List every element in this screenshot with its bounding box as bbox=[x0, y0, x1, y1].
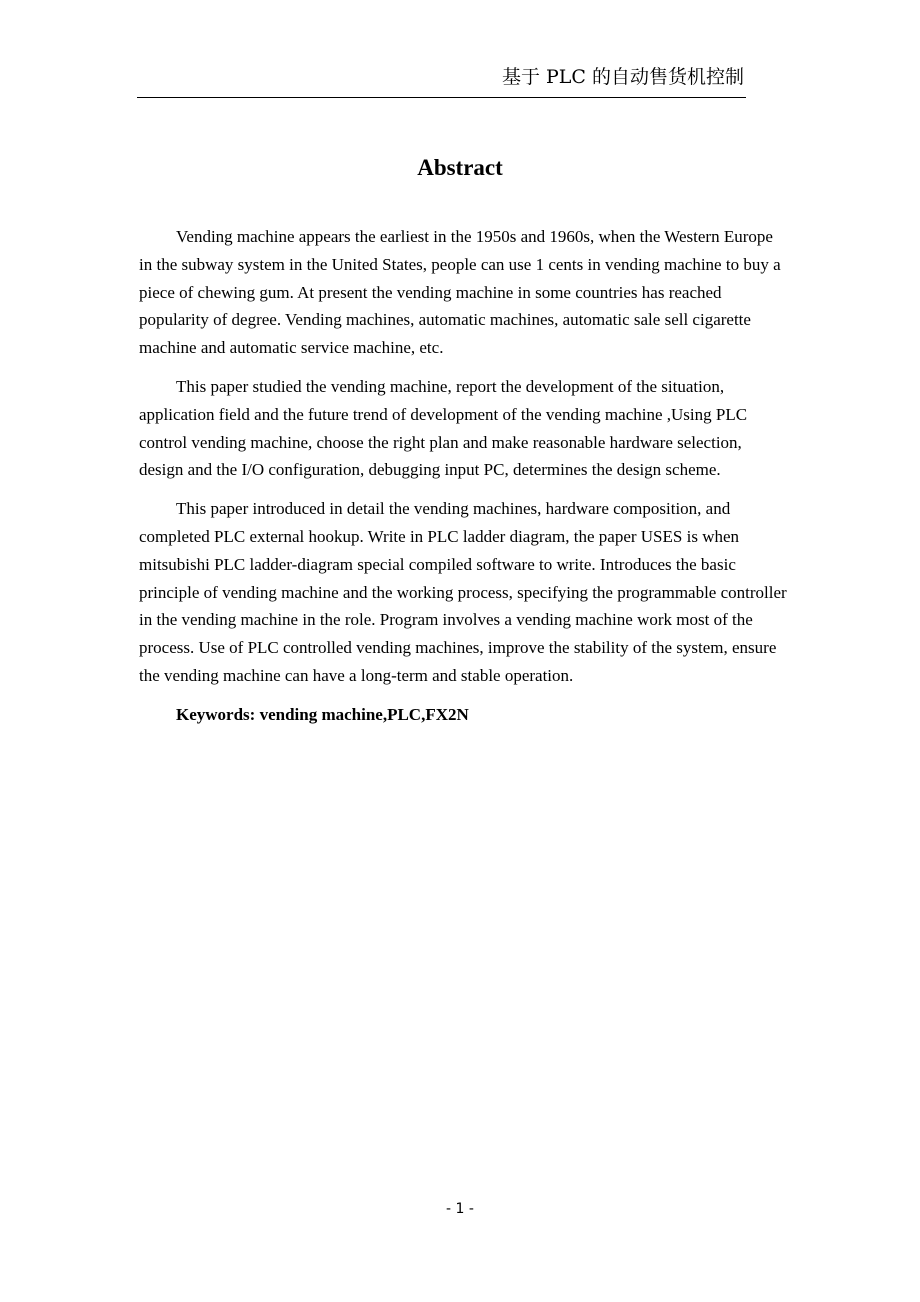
abstract-body bbox=[139, 223, 787, 729]
abstract-paragraph: This paper studied the vending machine, report the development of the situation, application field and the future trend of development of the vending machine ,Using PLC control vending machine, choose the right plan and make reasonable hardware selection, design and the I/O configuration, debugging input PC, determines the design scheme. bbox=[139, 376, 748, 480]
header-divider bbox=[137, 97, 746, 98]
page-number: - 1 - bbox=[446, 1201, 474, 1217]
abstract-heading: Abstract bbox=[417, 155, 503, 180]
abstract-paragraph: Vending machine appears the earliest in the 1950s and 1960s, when the Western Europe in the subway system in the United States, people can use 1 cents in vending machine to buy a piece of chewing gum. At present the vending machine in some countries has reached popularity of degree. Vending machines, automatic machines, automatic sale sell cigarette machine and automatic service machine, etc. bbox=[139, 227, 781, 358]
running-header-title: 基于 PLC 的自动售货机控制 bbox=[501, 66, 744, 88]
abstract-paragraph: This paper introduced in detail the vending machines, hardware composition, and completed PLC external hookup. Write in PLC ladder diagram, the paper USES is when mitsubishi PLC ladder-diagram special compiled software to write. Introduces the basic principle of vending machine and the working process, specifying the programmable controller in the vending machine in the role. Program involves a vending machine work most of the process. Use of PLC controlled vending machines, improve the stability of the system, ensure the vending machine can have a long-term and stable operation. bbox=[139, 499, 787, 685]
keywords-line: Keywords: vending machine,PLC,FX2N bbox=[176, 704, 469, 724]
